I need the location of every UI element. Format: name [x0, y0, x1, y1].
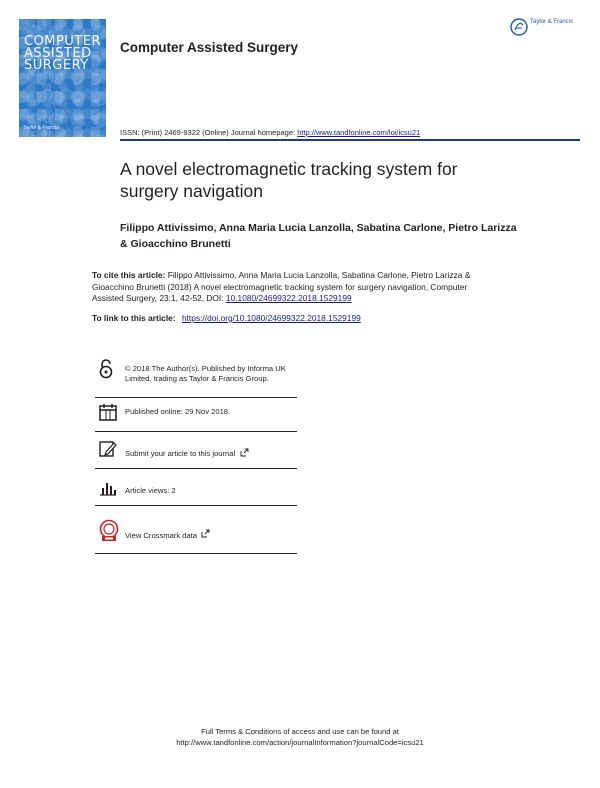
- article-authors: Filippo Attivissimo, Anna Maria Lucia Lanzolla, Sabatina Carlone, Pietro Larizza & Gioacchino Brunetti: [120, 222, 517, 250]
- article-views: Article views: 2: [125, 486, 176, 495]
- external-link-icon: [201, 529, 210, 538]
- journal-name: Computer Assisted Surgery: [120, 40, 299, 55]
- link-label: To link to this article:: [92, 313, 178, 323]
- publisher-logo: [510, 14, 585, 40]
- journal-homepage-link[interactable]: http://www.tandfonline.com/loi/icsu21: [297, 128, 421, 137]
- crossmark-icon: [99, 519, 119, 543]
- external-link-icon: [240, 448, 249, 457]
- cover-publisher: Taylor & Francis: [23, 125, 59, 131]
- crossmark-row[interactable]: [95, 505, 297, 554]
- cover-title: COMPUTER ASSISTED SURGERY: [24, 34, 102, 73]
- open-access-lock-icon: [99, 359, 113, 379]
- header-divider: [120, 139, 580, 141]
- submit-article-link[interactable]: [125, 448, 297, 459]
- crossmark-label: View Crossmark data: [125, 531, 198, 540]
- doi-link[interactable]: 10.1080/24699322.2018.1529199: [225, 293, 352, 303]
- edit-icon: [99, 440, 117, 458]
- article-doi-url[interactable]: https://doi.org/10.1080/24699322.2018.1529199: [181, 313, 361, 323]
- footer-terms-text: Full Terms & Conditions of access and use can be found at: [201, 727, 399, 736]
- license-row: [95, 355, 297, 398]
- footer-terms-url[interactable]: http://www.tandfonline.com/action/journalInformation?journalCode=icsu21: [176, 738, 424, 747]
- footer: [0, 726, 600, 748]
- calendar-icon: [99, 403, 117, 421]
- submit-article-label: Submit your article to this journal: [125, 449, 236, 458]
- logo-text: Taylor & Francis: [530, 19, 574, 25]
- citation-label: To cite this article:: [92, 270, 168, 280]
- published-date: Published online: 29 Nov 2018.: [125, 407, 231, 416]
- taylor-francis-logo-icon: [510, 16, 528, 38]
- bar-chart-icon: [99, 480, 117, 496]
- citation-block: [92, 270, 492, 305]
- submit-article-row[interactable]: [95, 431, 297, 469]
- crossmark-link[interactable]: [125, 529, 297, 541]
- citation-text: Filippo Attivissimo, Anna Maria Lucia Lanzolla, Sabatina Carlone, Pietro Larizza & Gioacchino Brunetti (2018) A novel electromagnetic tracking system for surgery navigation, Computer Assisted Surgery, 23:1, 42-52, DOI:: [92, 270, 471, 303]
- article-link-block: [92, 313, 361, 323]
- published-row: [95, 397, 297, 432]
- article-title: A novel electromagnetic tracking system for surgery navigation: [120, 159, 458, 201]
- journal-cover: [19, 19, 106, 137]
- issn-text: ISSN: (Print) 2469-9322 (Online) Journal homepage:: [120, 128, 298, 137]
- issn-line: [120, 128, 420, 137]
- article-views-row: [95, 468, 297, 506]
- license-text: © 2018 The Author(s). Published by Informa UK Limited, trading as Taylor & Francis Group.: [125, 364, 286, 383]
